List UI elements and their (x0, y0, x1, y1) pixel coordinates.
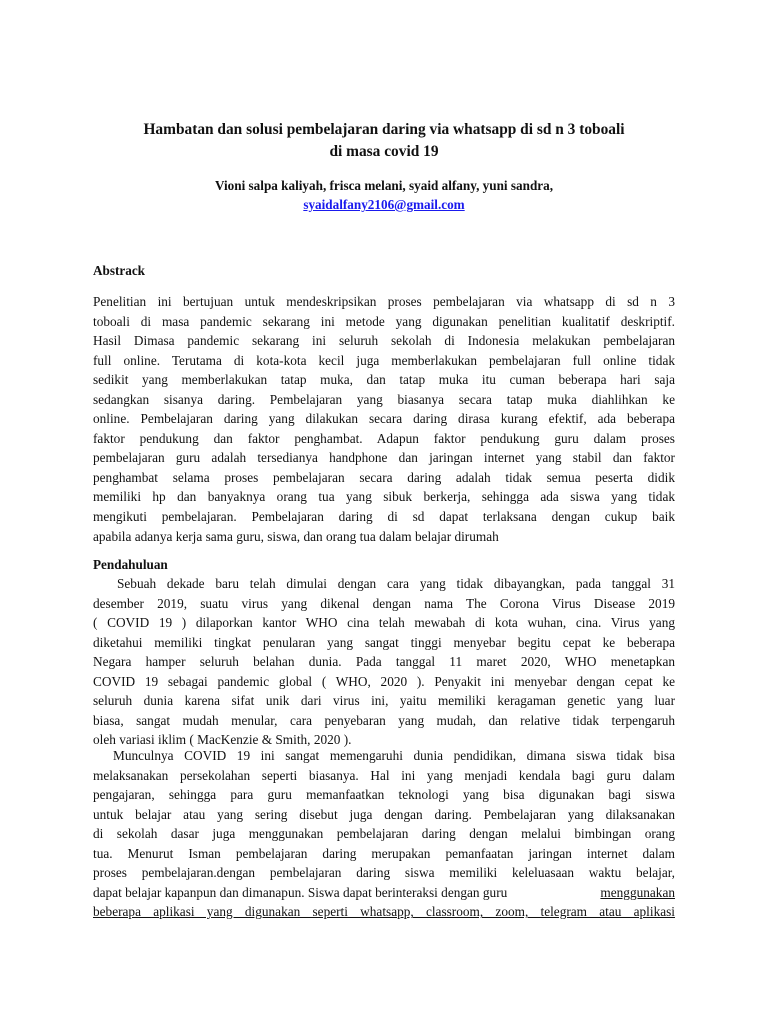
intro-line: seluruh dunia karena sifat unik dari virus ini, yaitu memiliki keragaman genetic yang luar (93, 693, 675, 709)
introduction-paragraph-1 (93, 574, 675, 750)
intro-line: untuk belajar atau yang sering disebut juga dengan daring. Pembelajaran yang dilaksanakan (93, 806, 675, 822)
abstract-line: faktor pendukung dan faktor penghambat. Adapun faktor pendukung guru dalam proses (93, 430, 675, 446)
intro-line-mixed (93, 883, 675, 903)
abstract-body (93, 292, 675, 546)
introduction-heading: Pendahuluan (93, 557, 168, 572)
intro-line: tua. Menurut Isman pembelajaran daring merupakan pemanfaatan jaringan internet dalam (93, 845, 675, 861)
intro-line: Munculnya COVID 19 ini sangat memengaruhi dunia pendidikan, dimana siswa tidak bisa (113, 748, 675, 763)
author-email-link[interactable]: syaidalfany2106@gmail.com (303, 197, 465, 212)
intro-line: Negara hamper seluruh belahan dunia. Pada tanggal 11 maret 2020, WHO menetapkan (93, 654, 675, 670)
introduction-paragraph-2 (93, 746, 675, 922)
abstract-line: toboali di masa pandemic sekarang ini metode yang digunakan penelitian kualitatif deskriptif. (93, 313, 675, 329)
abstract-line: Penelitian ini bertujuan untuk mendeskripsikan proses pembelajaran via whatsapp di sd n 3 (93, 294, 675, 309)
intro-line: melaksanakan persekolahan seperti biasanya. Hal ini yang menjadi kendala bagi guru dalam (93, 767, 675, 783)
paper-title (93, 119, 675, 163)
abstract-line: memiliki hp dan banyaknya orang tua yang sibuk berkerja, sehingga ada siswa yang tidak (93, 489, 675, 505)
abstract-line: penghambat selama proses pembelajaran secara daring adalah tidak semua peserta didik (93, 469, 675, 485)
abstract-line: full online. Terutama di kota-kota kecil juga memberlakukan pembelajaran full online tidak (93, 352, 675, 368)
intro-line: oleh variasi iklim ( MacKenzie & Smith, 2020 ). (93, 732, 352, 748)
abstract-line: Hasil Dimasa pandemic sekarang ini seluruh sekolah di Indonesia melakukan pembelajaran (93, 333, 675, 349)
intro-line-underlined: beberapa aplikasi yang digunakan seperti whatsapp, classroom, zoom, telegram atau aplikasi (93, 904, 675, 920)
intro-line: diketahui memiliki tingkat penularan yang sangat tinggi menyebar begitu cepat ke beberapa (93, 634, 675, 650)
abstract-line: sedikit yang memberlakukan tatap muka, dan tatap muka itu cuman beberapa hari saja (93, 372, 675, 388)
abstract-line: online. Pembelajaran daring yang dilakukan secara daring dirasa kurang efektif, ada beberapa (93, 411, 675, 427)
intro-line: biasa, sangat mudah menular, cara penyebaran yang mudah, dan relative tidak terpengaruh (93, 712, 675, 728)
intro-line: proses pembelajaran.dengan pembelajaran daring siswa memiliki keleluasaan waktu belajar, (93, 865, 675, 881)
abstract-line: mengikuti pembelajaran. Pembelajaran daring di sd dapat terlaksana dengan cukup baik (93, 509, 675, 525)
intro-line: di sekolah dasar juga menggunakan pembelajaran daring dengan melalui bimbingan orang (93, 826, 675, 842)
author-names: Vioni salpa kaliyah, frisca melani, syaid alfany, yuni sandra, (214, 178, 554, 193)
underlined-text: menggunakan (600, 884, 675, 900)
intro-line: desember 2019, suatu virus yang dikenal dengan nama The Corona Virus Disease 2019 (93, 595, 675, 611)
intro-line: pengajaran, sehingga para guru memanfaatkan teknologi yang bisa digunakan bagi siswa (93, 787, 675, 803)
intro-line: COVID 19 sebagai pandemic global ( WHO, 2020 ). Penyakit ini menyebar dengan cepat ke (93, 673, 675, 689)
title-line-1: Hambatan dan solusi pembelajaran daring via whatsapp di sd n 3 toboali (143, 121, 625, 138)
abstract-line: sedangkan sisanya daring. Pembelajaran yang biasanya secara tatap muka diahlihkan ke (93, 391, 675, 407)
abstract-line: pembelajaran guru adalah tersedianya handphone dan jaringan internet yang stabil dan faktor (93, 450, 675, 466)
intro-line-text: dapat belajar kapanpun dan dimanapun. Siswa dapat berinteraksi dengan guru (93, 884, 508, 900)
abstract-line: apabila adanya kerja sama guru, siswa, dan orang tua dalam belajar dirumah (93, 528, 499, 544)
intro-line: Sebuah dekade baru telah dimulai dengan cara yang tidak dibayangkan, pada tanggal 31 (117, 576, 675, 591)
abstract-heading: Abstrack (93, 263, 146, 278)
title-line-2: di masa covid 19 (329, 143, 439, 160)
author-block (93, 176, 675, 214)
intro-line: ( COVID 19 ) dilaporkan kantor WHO cina telah mewabah di kota wuhan, cina. Virus yang (93, 615, 675, 631)
